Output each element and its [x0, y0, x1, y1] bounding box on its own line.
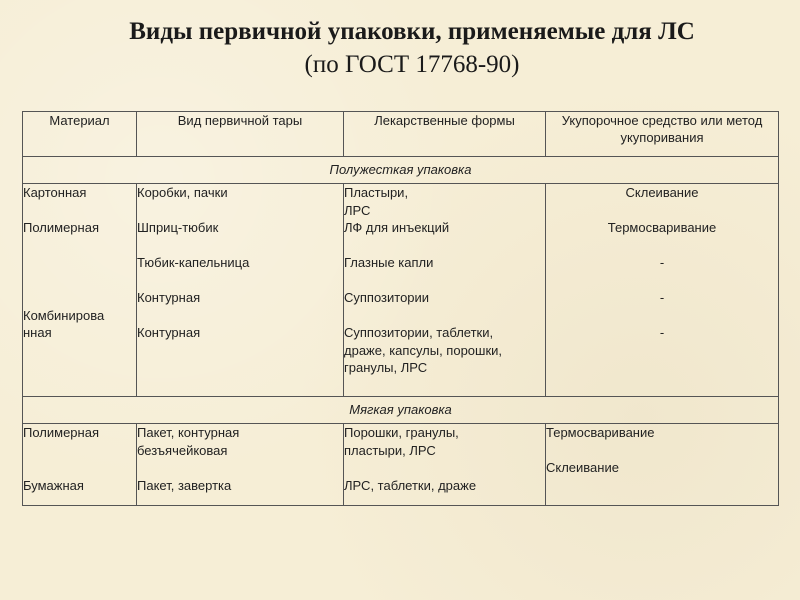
header-row	[23, 112, 779, 157]
forms-item: Глазные капли	[344, 255, 434, 270]
header-material: Материал	[23, 112, 137, 157]
container-item: безъячейковая	[137, 442, 228, 458]
closure-item: Термосваривание	[546, 425, 655, 440]
container-item: Тюбик-капельница	[137, 255, 250, 270]
forms-cell	[344, 184, 546, 397]
closure-cell	[546, 184, 779, 397]
container-item: Пакет, завертка	[137, 477, 232, 493]
container-cell	[137, 424, 344, 506]
container-item: Коробки, пачки	[137, 185, 228, 200]
material-cell	[23, 424, 137, 506]
section-row-soft	[23, 397, 779, 424]
material-item: Комбинирова	[23, 307, 105, 323]
closure-item: -	[659, 325, 665, 340]
closure-item: Склеивание	[546, 460, 619, 475]
forms-item: драже, капсулы, порошки,	[344, 342, 503, 358]
page-subtitle: (по ГОСТ 17768-90)	[304, 51, 520, 78]
forms-item: ЛРС	[344, 202, 371, 218]
forms-cell	[344, 424, 546, 506]
forms-item: Суппозитории, таблетки,	[344, 325, 494, 340]
closure-item: -	[659, 290, 665, 305]
material-item: Полимерная	[23, 220, 99, 235]
table-row	[23, 424, 779, 506]
page-title: Виды первичной упаковки, применяемые для ЛС	[129, 18, 695, 45]
forms-item: Суппозитории	[344, 290, 430, 305]
forms-item: пластыри, ЛРС	[344, 442, 436, 458]
closure-cell	[546, 424, 779, 506]
forms-item: Порошки, гранулы,	[344, 425, 459, 440]
container-item: Контурная	[137, 325, 201, 340]
container-item: Пакет, контурная	[137, 425, 240, 440]
container-item: Шприц-тюбик	[137, 220, 219, 235]
forms-item: ЛРС, таблетки, драже	[344, 477, 477, 493]
section-title-semi-rigid: Полужесткая упаковка	[23, 157, 779, 184]
section-row-semi-rigid	[23, 157, 779, 184]
forms-item: Пластыри,	[344, 185, 409, 200]
title-block	[0, 16, 800, 82]
container-item: Контурная	[137, 290, 201, 305]
packaging-table	[22, 111, 779, 506]
container-cell	[137, 184, 344, 397]
table-row	[23, 184, 779, 397]
header-dosage-forms: Лекарственные формы	[344, 112, 546, 157]
closure-item: -	[659, 255, 665, 270]
forms-item: гранулы, ЛРС	[344, 360, 428, 375]
material-item: Полимерная	[23, 425, 99, 440]
material-cell	[23, 184, 137, 397]
header-container-type: Вид первичной тары	[137, 112, 344, 157]
header-closure-method: Укупорочное средство или метод укупоривания	[546, 112, 779, 157]
material-item: Картонная	[23, 185, 87, 200]
material-item: нная	[23, 325, 52, 340]
material-item: Бумажная	[23, 477, 84, 493]
closure-item: Склеивание	[625, 185, 699, 200]
forms-item: ЛФ для инъекций	[344, 220, 450, 235]
section-title-soft: Мягкая упаковка	[23, 397, 779, 424]
closure-item: Термосваривание	[607, 220, 717, 235]
